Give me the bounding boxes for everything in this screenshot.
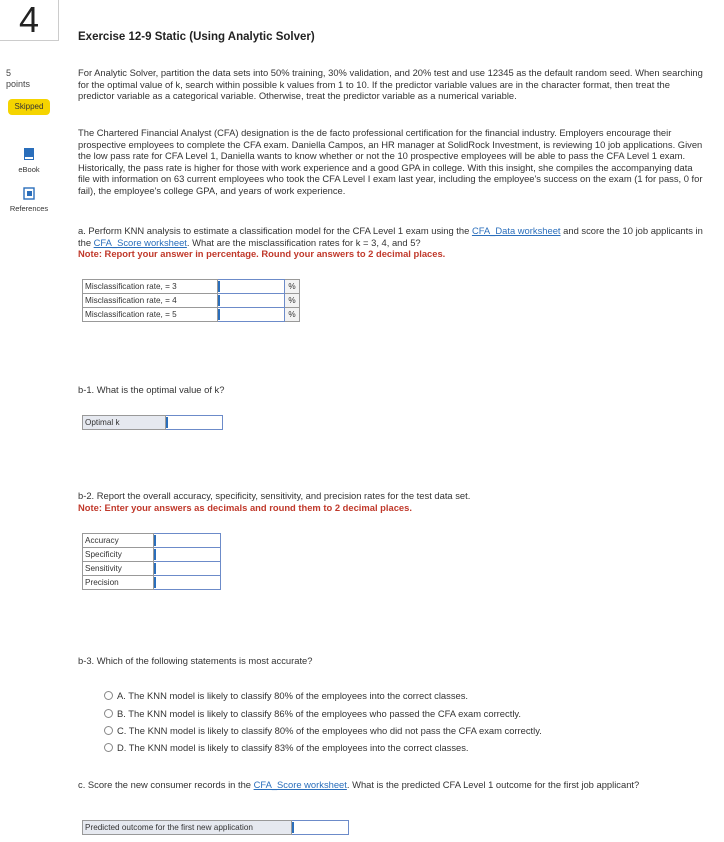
predicted-outcome-input[interactable] [292, 821, 349, 835]
misclass-k4-input[interactable] [218, 294, 285, 308]
table-row: Sensitivity [83, 562, 221, 576]
table-row: Precision [83, 576, 221, 590]
radio-button[interactable] [104, 691, 113, 700]
intro-text: For Analytic Solver, partition the data sets into 50% training, 30% validation, and 20% test and use 12345 as the default random seed. When searching for the optimal value of k, search within possible k values from 1 to 10. If the predictor variable values are in the character format, then treat the predictor variable as a categorical variable. Otherwise, treat the predictor variable as a numerical variable. [78, 67, 703, 102]
table-row: Misclassification rate, = 4 % [83, 294, 300, 308]
part-b2-note: Note: Enter your answers as decimals and round them to 2 decimal places. [78, 502, 412, 513]
part-b3-question: b-3. Which of the following statements is most accurate? [78, 655, 313, 666]
misclassification-table [82, 279, 300, 322]
cfa-score-link-2[interactable]: CFA_Score worksheet [253, 779, 347, 790]
option-a[interactable]: A. The KNN model is likely to classify 80% of the employees into the correct classes. [104, 690, 468, 701]
rates-table [82, 533, 221, 590]
page-title: Exercise 12-9 Static (Using Analytic Solver) [78, 31, 315, 43]
part-b1-question: b-1. What is the optimal value of k? [78, 384, 225, 395]
ebook-link[interactable]: eBook [4, 148, 54, 174]
radio-button[interactable] [104, 709, 113, 718]
table-row: Misclassification rate, = 5 % [83, 308, 300, 322]
references-link[interactable]: References [4, 187, 54, 213]
cfa-data-link[interactable]: CFA_Data worksheet [471, 225, 561, 236]
table-row: Optimal k [83, 416, 223, 430]
table-row: Accuracy [83, 534, 221, 548]
sensitivity-input[interactable] [154, 562, 221, 576]
references-icon [23, 187, 35, 200]
optimal-k-table [82, 415, 223, 430]
option-c[interactable]: C. The KNN model is likely to classify 80% of the employees who did not pass the CFA exam correctly. [104, 725, 542, 736]
radio-button[interactable] [104, 743, 113, 752]
table-row: Misclassification rate, = 3 % [83, 280, 300, 294]
table-row: Specificity [83, 548, 221, 562]
radio-button[interactable] [104, 726, 113, 735]
specificity-input[interactable] [154, 548, 221, 562]
part-b2-question: b-2. Report the overall accuracy, specificity, sensitivity, and precision rates for the test data set. [78, 490, 471, 501]
optimal-k-input[interactable] [166, 416, 223, 430]
cfa-score-link[interactable]: CFA_Score worksheet [93, 236, 187, 248]
option-d[interactable]: D. The KNN model is likely to classify 83% of the employees into the correct classes. [104, 742, 469, 753]
part-a-question: a. Perform KNN analysis to estimate a classification model for the CFA Level 1 exam using the CFA_Data worksheet and score the 10 job applicants in the CFA_Score worksheet. What are the misclassification rates for k = 3, 4, and 5? [78, 225, 703, 248]
part-a-note: Note: Report your answer in percentage. Round your answers to 2 decimal places. [78, 248, 446, 259]
misclass-k3-input[interactable] [218, 280, 285, 294]
part-c-question: c. Score the new consumer records in the CFA_Score worksheet. What is the predicted CFA Level 1 outcome for the first job applicant? [78, 779, 640, 790]
question-number: 4 [0, 0, 59, 41]
misclass-k5-input[interactable] [218, 308, 285, 322]
table-row: Predicted outcome for the first new application [83, 821, 349, 835]
precision-input[interactable] [154, 576, 221, 590]
scenario-text: The Chartered Financial Analyst (CFA) designation is the de facto professional certification for the financial industry. Employers encourage their prospective employees to complete the CFA exam. Daniella Campos, an HR manager at SolidRock Investment, is reviewing 10 job applications. Given the low pass rate for CFA Level 1, Daniella wants to know whether or not the 10 prospective employees will be able to pass the CFA Level 1 exam. Historically, the pass rate is higher for those with work experience and a good GPA in college. With this insight, she compiles the accompanying data file with information on 63 current employees who took the CFA Level I exam last year, including the employee's success on the exam (1 for pass, 0 for fail), the employee's college GPA, and years of work experience. [78, 127, 703, 196]
option-b[interactable]: B. The KNN model is likely to classify 86% of the employees who passed the CFA exam correctly. [104, 708, 521, 719]
book-icon [23, 148, 35, 161]
points-value: 5 points [6, 68, 31, 89]
status-badge: Skipped [8, 99, 50, 115]
predicted-outcome-table [82, 820, 349, 835]
accuracy-input[interactable] [154, 534, 221, 548]
